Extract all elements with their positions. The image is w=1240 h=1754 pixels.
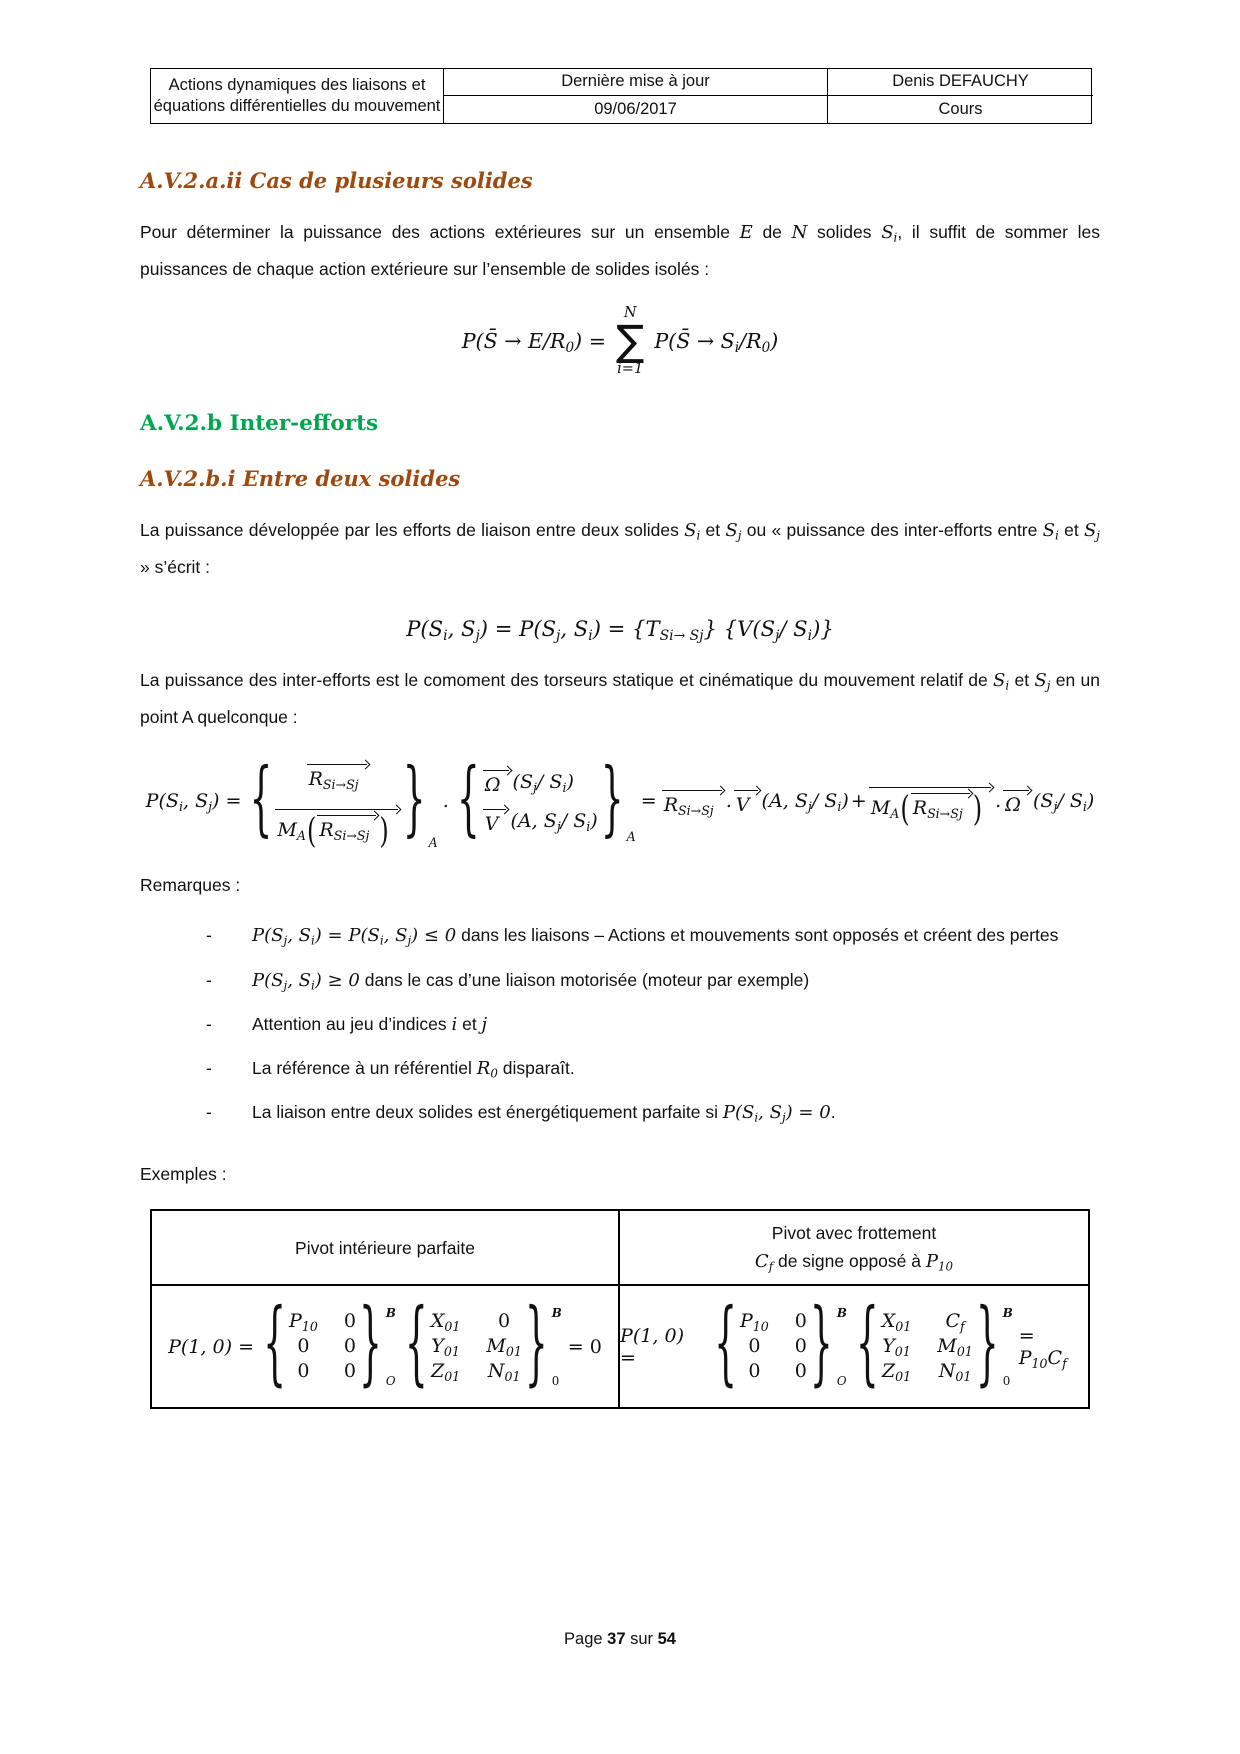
basis-B: B bbox=[1002, 1305, 1013, 1320]
torseur-statique-matrix: { $P_{10}$ 0 0 0 0 0 } B O bbox=[714, 1292, 847, 1397]
header-last-update-label: Dernière mise à jour bbox=[444, 69, 828, 96]
paragraph-inter-efforts: La puissance développée par les efforts de liaison entre deux solides $S_i$ et $S_j$ ou « puissance des inter-efforts entre $S_i$ et $S_j$ » s’écrit : bbox=[140, 519, 1100, 577]
torseur-statique bbox=[247, 753, 438, 852]
dash-bullet: - bbox=[206, 925, 212, 946]
dash-bullet: - bbox=[206, 1102, 212, 1122]
section-title-entre-deux-solides: A.V.2.b.i Entre deux solides bbox=[140, 465, 461, 491]
page-number: Page 37 sur 54 bbox=[564, 1630, 676, 1648]
remarks-title: Remarques : bbox=[140, 875, 241, 896]
sum-operator bbox=[616, 306, 644, 377]
header-course-title-line2: équations différentielles du mouvement bbox=[153, 97, 441, 115]
point-O: O bbox=[836, 1374, 847, 1389]
list-item: - La référence à un référentiel $R_0$ disparaît. bbox=[140, 1051, 1100, 1086]
torseur-cinematique-matrix: { $X_{01}$ $C_f$ $Y_{01}$ $M_{01}$ $Z_{01}$ $N_{01}$ } B 0 bbox=[855, 1292, 1013, 1397]
formula-sum-rhs: P(S̄ → $S_i/R_0$) bbox=[654, 329, 779, 357]
sum-lower-limit: i=1 bbox=[617, 361, 644, 378]
section-title-inter-efforts: A.V.2.b Inter-efforts bbox=[140, 410, 379, 436]
remarks-list bbox=[140, 918, 1100, 1130]
dash-bullet: - bbox=[206, 969, 212, 990]
torseur-point-A: A bbox=[626, 829, 636, 845]
basis-0: 0 bbox=[1002, 1374, 1011, 1389]
comoment-rhs: $R_{Si\to Sj}$ . V (A, $S_j/$ $S_i$) + $M_A$ ( $R_{Si\to Sj}$ ) . Ω ($S_j/$ $S_i$) bbox=[662, 784, 1095, 819]
vector-R-inner: $R_{Si\to Sj}$ bbox=[317, 813, 378, 841]
vector-omega: Ω bbox=[1003, 787, 1031, 816]
vector-V: V bbox=[734, 787, 760, 816]
paragraph-comoment: La puissance des inter-efforts est le comoment des torseurs statique et cinématique du mouvement relatif de $S_i$ et $S_j$ en un point A quelconque : bbox=[140, 669, 1100, 727]
vector-moment-MA: $M_A$ ( $R_{Si\to Sj}$ ) bbox=[275, 806, 399, 841]
formula-sum-lhs: P(S̄ → $E/R_0$) = bbox=[461, 329, 607, 357]
examples-cell-pivot-frottement bbox=[620, 1286, 1088, 1407]
comoment-lhs: $P(S_i$, $S_j$) = bbox=[145, 790, 242, 815]
vector-R: $R_{Si\to Sj}$ bbox=[662, 787, 724, 816]
examples-title: Exemples : bbox=[140, 1164, 227, 1185]
formula-inter-efforts-body: $P(S_i$, $S_j) = P(S_j$, $S_i) = \{T_{Si\to Sj}\}$ {$V(S_j/$ $S_i$)} bbox=[406, 615, 834, 644]
basis-B: B bbox=[551, 1305, 562, 1320]
formula-inter-efforts bbox=[140, 615, 1100, 644]
formula-pivot-parfait: P(1, 0) = { $P_{10}$ 0 0 0 0 0 } B O { $X_{01}$ 0 $Y_{01}$ $M_{01}$ $Z_{01}$ $N_{01}$ } B 0 = 0 bbox=[168, 1292, 602, 1397]
examples-header-right: Pivot avec frottement $C_f$ de signe opposé à $P_{10}$ bbox=[620, 1211, 1088, 1286]
header-author: Denis DEFAUCHY bbox=[828, 69, 1093, 96]
point-O: O bbox=[385, 1374, 396, 1389]
left-brace: { bbox=[249, 753, 273, 846]
formula-sum-puissance bbox=[140, 306, 1100, 377]
comoment-dot: . bbox=[442, 790, 449, 813]
header-doc-type: Cours bbox=[938, 99, 983, 118]
list-item: - La liaison entre deux solides est énergétiquement parfaite si $P(S_i$, $S_j) = 0$. bbox=[140, 1095, 1100, 1130]
examples-header-left: Pivot intérieure parfaite bbox=[152, 1211, 620, 1286]
basis-B: B bbox=[836, 1305, 847, 1320]
torseur-point-A: A bbox=[428, 835, 438, 851]
header-table bbox=[150, 68, 1092, 124]
list-item: - $P(S_j$, $S_i) \ge 0$ dans le cas d’une liaison motorisée (moteur par exemple) bbox=[140, 963, 1100, 998]
formula-comoment bbox=[140, 753, 1100, 852]
torseur-statique-matrix: { $P_{10}$ 0 0 0 0 0 } B O bbox=[263, 1292, 396, 1397]
right-brace: } bbox=[600, 753, 624, 846]
header-date: 09/06/2017 bbox=[444, 96, 828, 123]
paragraph-plusieurs-solides: Pour déterminer la puissance des actions extérieures sur un ensemble E de N solides $S_i$, il suffit de sommer les puissances de chaque action extérieure sur l’ensemble de solides isolés : bbox=[140, 222, 1101, 279]
sum-upper-limit: N bbox=[623, 304, 637, 321]
header-course-title bbox=[151, 69, 444, 123]
examples-table bbox=[150, 1209, 1090, 1409]
examples-cell-pivot-parfait bbox=[152, 1286, 620, 1407]
header-course-title-line1: Actions dynamiques des liaisons et bbox=[168, 75, 426, 94]
vector-R: $R_{Si\to Sj}$ bbox=[307, 761, 369, 790]
list-item: - Attention au jeu d’indices i et j bbox=[140, 1007, 1100, 1042]
dash-bullet: - bbox=[206, 1057, 212, 1078]
basis-0: 0 bbox=[551, 1374, 560, 1389]
basis-B: B bbox=[385, 1305, 396, 1320]
formula-pivot-frottement: P(1, 0) = { $P_{10}$ 0 0 0 0 0 } B O { $X_{01}$ $C_f$ $Y_{01}$ $M_{01}$ $Z_{01}$ $N_{01}$ } B 0 = $P_{10}C_f$ bbox=[620, 1292, 1067, 1397]
comoment-equals: = bbox=[640, 790, 657, 813]
list-item: - $P(S_j$, $S_i) = P(S_i$, $S_j) \le 0$ dans les liaisons – Actions et mouvements sont opposés et créent des pertes bbox=[140, 918, 1100, 953]
right-brace: } bbox=[402, 753, 426, 846]
vector-moment-MA: $M_A$ ( $R_{Si\to Sj}$ ) bbox=[869, 784, 993, 819]
vector-V: V bbox=[483, 806, 509, 835]
section-title-plusieurs-solides: A.V.2.a.ii Cas de plusieurs solides bbox=[140, 168, 533, 193]
sigma-symbol: ∑ bbox=[616, 316, 645, 366]
dash-bullet: - bbox=[206, 1013, 212, 1034]
vector-R-inner: $R_{Si\to Sj}$ bbox=[911, 791, 972, 819]
torseur-cinematique-matrix: { $X_{01}$ 0 $Y_{01}$ $M_{01}$ $Z_{01}$ $N_{01}$ } B 0 bbox=[404, 1292, 562, 1397]
comoment-plus: + bbox=[850, 790, 867, 813]
left-brace: { bbox=[456, 753, 480, 846]
vector-omega: Ω bbox=[483, 767, 511, 796]
torseur-cinematique: { Ω ($S_j/$ $S_i$) V (A, $S_j/$ $S_i$) } A bbox=[456, 753, 636, 846]
